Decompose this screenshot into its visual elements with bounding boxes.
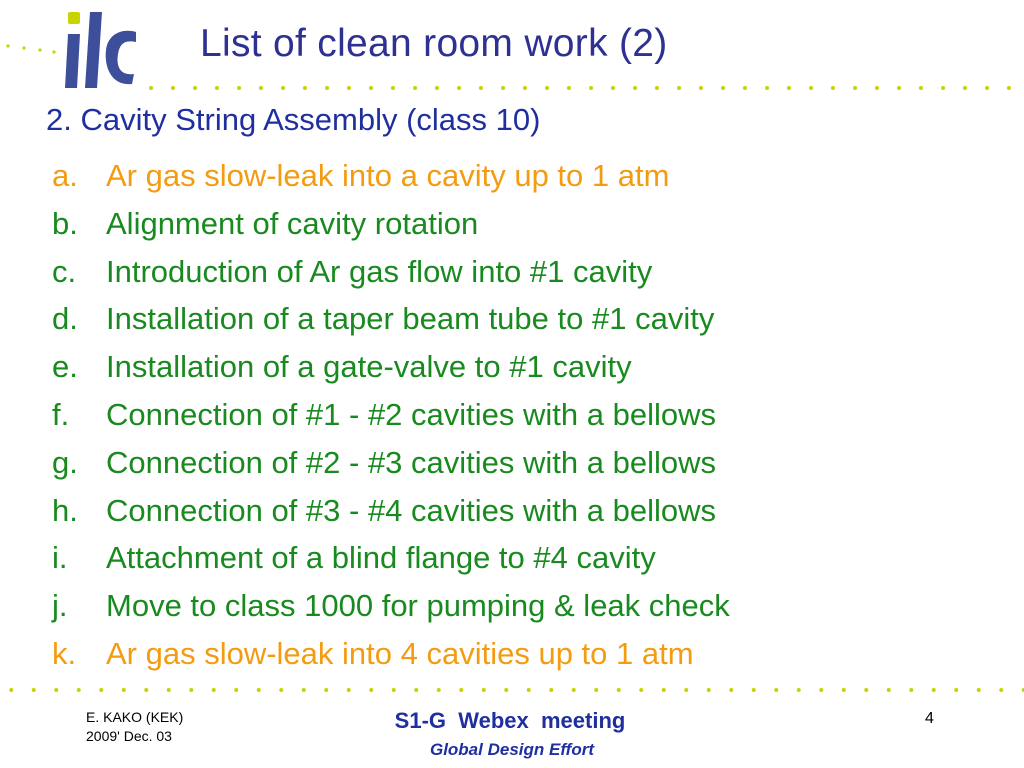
dot: [831, 86, 835, 90]
dot: [765, 86, 769, 90]
dot: [963, 86, 967, 90]
task-item: [52, 487, 1012, 535]
dot: [909, 688, 913, 692]
footer-author: E. KAKO (KEK): [86, 709, 184, 725]
task-item: [52, 630, 1012, 678]
dot: [797, 688, 801, 692]
task-list: [52, 152, 1012, 678]
task-item-label: j.: [52, 588, 68, 624]
dot: [721, 86, 725, 90]
dot: [639, 688, 643, 692]
dot: [482, 688, 486, 692]
dot: [77, 688, 81, 692]
dot: [459, 688, 463, 692]
dot: [743, 86, 747, 90]
dot: [504, 688, 508, 692]
dot: [171, 86, 175, 90]
task-item: [52, 582, 1012, 630]
dot: [809, 86, 813, 90]
task-item-label: e.: [52, 349, 78, 385]
dot: [479, 86, 483, 90]
task-item-text: Installation of a taper beam tube to #1 cavity: [106, 301, 715, 337]
dot: [457, 86, 461, 90]
dot: [729, 688, 733, 692]
slide-title: List of clean room work (2): [200, 22, 668, 65]
dot: [32, 688, 36, 692]
dot: [413, 86, 417, 90]
dot: [144, 688, 148, 692]
dot: [257, 688, 261, 692]
dot: [617, 688, 621, 692]
dot: [662, 688, 666, 692]
footer-dotted-line: [0, 684, 1024, 696]
task-item-text: Connection of #2 - #3 cavities with a bellows: [106, 444, 716, 480]
dot: [347, 86, 351, 90]
dot: [919, 86, 923, 90]
task-item-label: i.: [52, 540, 68, 576]
task-item-text: Ar gas slow-leak into a cavity up to 1 atm: [106, 158, 670, 193]
dot: [897, 86, 901, 90]
dot: [523, 86, 527, 90]
dot: [864, 688, 868, 692]
dot: [9, 688, 13, 692]
dot: [392, 688, 396, 692]
task-item-text: Connection of #1 - #2 cavities with a bellows: [106, 396, 716, 432]
task-item-label: c.: [52, 253, 77, 289]
dot: [819, 688, 823, 692]
dot: [787, 86, 791, 90]
task-item-label: k.: [52, 635, 77, 671]
dot: [391, 86, 395, 90]
dot: [435, 86, 439, 90]
section-subtitle: 2. Cavity String Assembly (class 10): [46, 102, 541, 137]
dot: [302, 688, 306, 692]
dot: [545, 86, 549, 90]
task-item-label: f.: [52, 396, 70, 432]
dot: [193, 86, 197, 90]
dot: [842, 688, 846, 692]
dot: [54, 688, 58, 692]
dot: [369, 86, 373, 90]
dot: [932, 688, 936, 692]
task-item: [52, 391, 1012, 439]
dot: [752, 688, 756, 692]
dot: [237, 86, 241, 90]
dot: [167, 688, 171, 692]
dot: [707, 688, 711, 692]
dot: [501, 86, 505, 90]
dot: [677, 86, 681, 90]
task-item: [52, 200, 1012, 248]
dot: [414, 688, 418, 692]
dot: [149, 86, 153, 90]
dot: [594, 688, 598, 692]
dot: [589, 86, 593, 90]
task-item-text: Introduction of Ar gas flow into #1 cavity: [106, 253, 653, 289]
task-item-text: Installation of a gate-valve to #1 cavity: [106, 349, 632, 385]
page-number: 4: [925, 710, 934, 727]
header-dotted-line: [140, 82, 1020, 94]
dot: [527, 688, 531, 692]
task-item-text: Attachment of a blind flange to #4 cavity: [106, 540, 656, 576]
dot: [655, 86, 659, 90]
dot: [572, 688, 576, 692]
dot: [853, 86, 857, 90]
dot: [954, 688, 958, 692]
dot: [325, 86, 329, 90]
dot: [875, 86, 879, 90]
task-item-text: Ar gas slow-leak into 4 cavities up to 1 atm: [106, 635, 694, 671]
meeting-name: S1-G Webex meeting: [394, 708, 626, 733]
dot: [437, 688, 441, 692]
dot: [549, 688, 553, 692]
dot: [941, 86, 945, 90]
dot: [212, 688, 216, 692]
task-item: [52, 248, 1012, 296]
top-left-dotted-line: [0, 40, 60, 60]
task-item: [52, 343, 1012, 391]
dot: [684, 688, 688, 692]
dot: [633, 86, 637, 90]
dot: [281, 86, 285, 90]
dot: [369, 688, 373, 692]
task-item-label: h.: [52, 492, 78, 528]
footer-date: 2009' Dec. 03: [86, 728, 172, 744]
dot: [699, 86, 703, 90]
footer-center: [0, 708, 1024, 760]
task-item: [52, 439, 1012, 487]
dot: [774, 688, 778, 692]
task-item: [52, 295, 1012, 343]
ilc-logo-icon: [60, 10, 140, 90]
task-item-label: g.: [52, 444, 78, 480]
dot: [215, 86, 219, 90]
task-item-label: b.: [52, 205, 78, 241]
task-item: [52, 152, 1012, 200]
dot: [567, 86, 571, 90]
organization-name: Global Design Effort: [429, 740, 595, 759]
task-item-text: Alignment of cavity rotation: [106, 205, 479, 241]
ilc-logo: [60, 10, 140, 90]
dot: [999, 688, 1003, 692]
dot: [99, 688, 103, 692]
dot: [1007, 86, 1011, 90]
dot: [259, 86, 263, 90]
dot: [279, 688, 283, 692]
dot: [887, 688, 891, 692]
task-item-text: Move to class 1000 for pumping & leak check: [106, 588, 730, 624]
task-item-text: Connection of #3 - #4 cavities with a bellows: [106, 492, 716, 528]
dot: [303, 86, 307, 90]
dot: [347, 688, 351, 692]
dot: [977, 688, 981, 692]
dot: [122, 688, 126, 692]
task-item: [52, 534, 1012, 582]
dot: [985, 86, 989, 90]
task-item-label: d.: [52, 301, 78, 337]
dot: [189, 688, 193, 692]
dot: [324, 688, 328, 692]
dot: [611, 86, 615, 90]
task-item-label: a.: [52, 158, 78, 193]
dot: [234, 688, 238, 692]
